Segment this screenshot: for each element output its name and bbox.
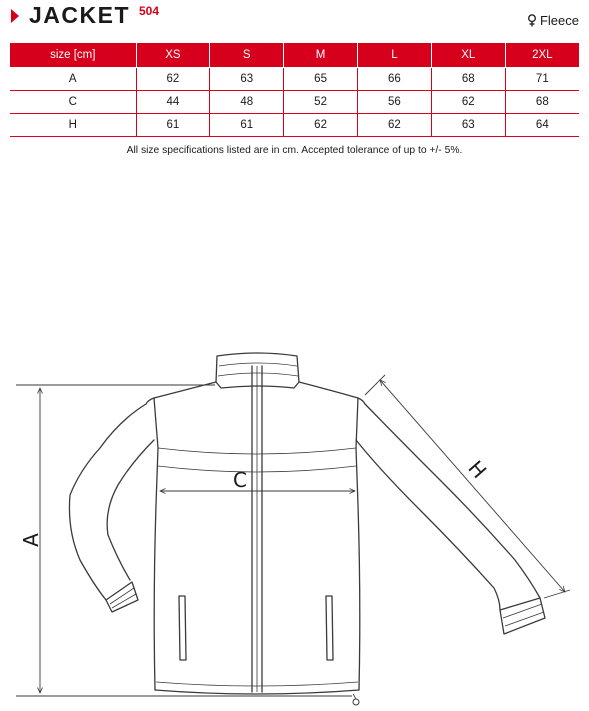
header [0, 0, 589, 36]
label-c: C [233, 468, 247, 492]
table-cell: 62 [357, 113, 431, 136]
dimension-h [365, 375, 570, 598]
size-note: All size specifications listed are in cm. Accepted tolerance of up to +/- 5%. [126, 145, 463, 156]
table-cell: 52 [284, 90, 358, 113]
column-header: XS [136, 43, 210, 67]
size-table-header [10, 43, 579, 67]
dimension-c [160, 468, 355, 492]
title-arrow-icon [11, 9, 19, 23]
table-row [10, 113, 579, 136]
table-row [10, 90, 579, 113]
table-cell: 62 [284, 113, 358, 136]
jacket-outline [69, 353, 545, 705]
table-cell: 63 [431, 113, 505, 136]
label-h: H [463, 455, 492, 483]
table-cell: 56 [357, 90, 431, 113]
table-row [10, 67, 579, 90]
dimension-a [16, 385, 352, 696]
table-cell: 71 [505, 67, 579, 90]
table-cell: 65 [284, 67, 358, 90]
row-label: H [10, 113, 136, 136]
model-number: 504 [139, 4, 160, 18]
table-cell: 68 [505, 90, 579, 113]
row-label: A [10, 67, 136, 90]
column-header: L [357, 43, 431, 67]
column-header: XL [431, 43, 505, 67]
table-cell: 64 [505, 113, 579, 136]
table-cell: 63 [210, 67, 284, 90]
column-header: S [210, 43, 284, 67]
table-cell: 61 [210, 113, 284, 136]
column-header: 2XL [505, 43, 579, 67]
table-cell: 62 [136, 67, 210, 90]
variant-text: Fleece [539, 13, 579, 28]
table-cell: 68 [431, 67, 505, 90]
table-cell: 62 [431, 90, 505, 113]
product-title: JACKET [29, 2, 131, 28]
size-table [10, 43, 579, 137]
variant-label [527, 13, 579, 28]
table-cell: 44 [136, 90, 210, 113]
table-cell: 66 [357, 67, 431, 90]
label-a: A [19, 533, 43, 547]
row-label: C [10, 90, 136, 113]
table-cell: 61 [136, 113, 210, 136]
column-header: M [284, 43, 358, 67]
female-icon [527, 14, 537, 27]
column-header: size [cm] [10, 43, 136, 67]
table-cell: 48 [210, 90, 284, 113]
